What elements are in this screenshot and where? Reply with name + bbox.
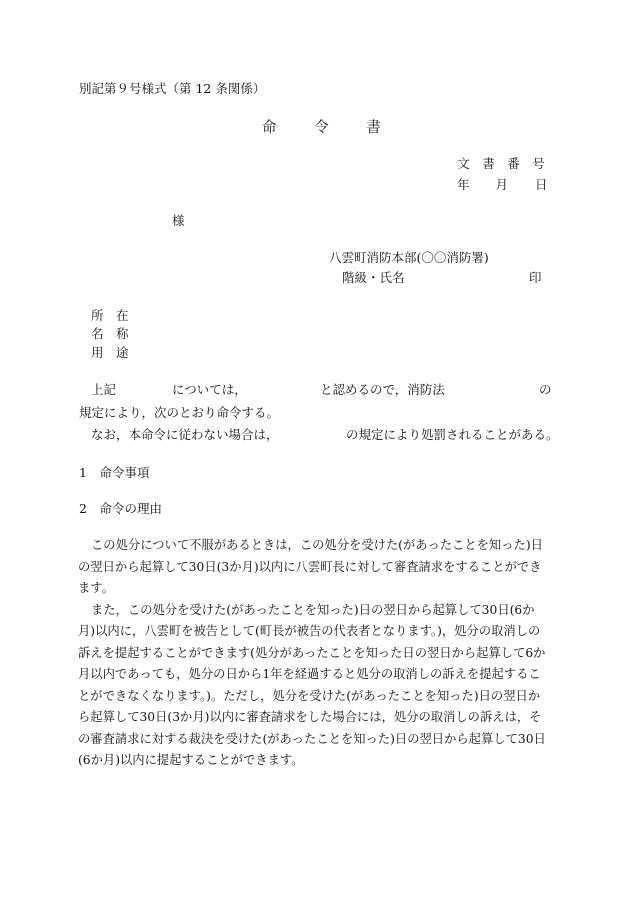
target-usage-label: 用 途 (91, 345, 129, 360)
appeal-notice-paragraph: この処分について不服があるときは，この処分を受けた(があったことを知った)日の翌日から起算して30日(3か月)以内に八雲町長に対して審査請求をすることができます。 (78, 538, 543, 595)
target-location-label: 所 在 (91, 308, 129, 323)
order-text: については， (172, 382, 247, 397)
title-char-3: 書 (366, 120, 381, 136)
doc-number-char: 文 (457, 156, 470, 171)
form-label: 別記第９号様式（第 12 条関係） (79, 81, 266, 96)
recipient-honorific: 様 (172, 213, 185, 228)
section-order-reason: 2 命令の理由 (79, 501, 162, 516)
issuer-seal: 印 (529, 270, 542, 285)
order-text: なお，本命令に従わない場合は， (91, 427, 279, 442)
date-year: 年 (457, 177, 470, 192)
document-title (262, 116, 381, 137)
issuer-rank-name: 階級・氏名 (342, 270, 405, 285)
doc-number-char: 号 (532, 156, 545, 171)
order-text: と認めるので，消防法 (320, 382, 445, 397)
doc-number-char: 番 (507, 156, 520, 171)
appeal-notice (78, 535, 550, 772)
doc-number-char: 書 (482, 156, 495, 171)
date-month: 月 (495, 177, 509, 192)
order-line-1 (0, 380, 630, 398)
target-name-label: 名 称 (91, 326, 129, 341)
section-order-items: 1 命令事項 (79, 465, 150, 480)
order-text: 上記 (91, 382, 117, 397)
date-line (457, 175, 548, 193)
appeal-notice-paragraph: また，この処分を受けた(があったことを知った)日の翌日から起算して30日(6か月)以内に，八雲町を被告として(町長が被告の代表者となります。)，処分の取消しの訴えを提起することができます(処分があったことを知った日の翌日から起算して6か月以内であっても，処分の日から1年を経過すると処分の取消しの訴えを提起することができなくなります。)。ただし，処分を受けた(があったことを知った)日の翌日から起算して30日(3か月)以内に審査請求をした場合には，処分の取消しの訴えは，その審査請求に対する裁決を受けた(があったことを知った)日の翌日から起算して30日(6か月)以内に提起することができます。 (78, 602, 546, 767)
order-line-3 (0, 425, 630, 443)
order-text: の (539, 382, 552, 397)
document-number (451, 154, 551, 172)
title-char-2: 令 (314, 120, 329, 136)
issuer-office: 八雲町消防本部(〇〇消防署) (329, 250, 489, 265)
order-text: の規定により処罰されることがある。 (346, 427, 559, 442)
order-line-2: 規定により，次のとおり命令する。 (79, 405, 280, 420)
date-day: 日 (535, 177, 548, 192)
title-char-1: 命 (262, 120, 277, 136)
